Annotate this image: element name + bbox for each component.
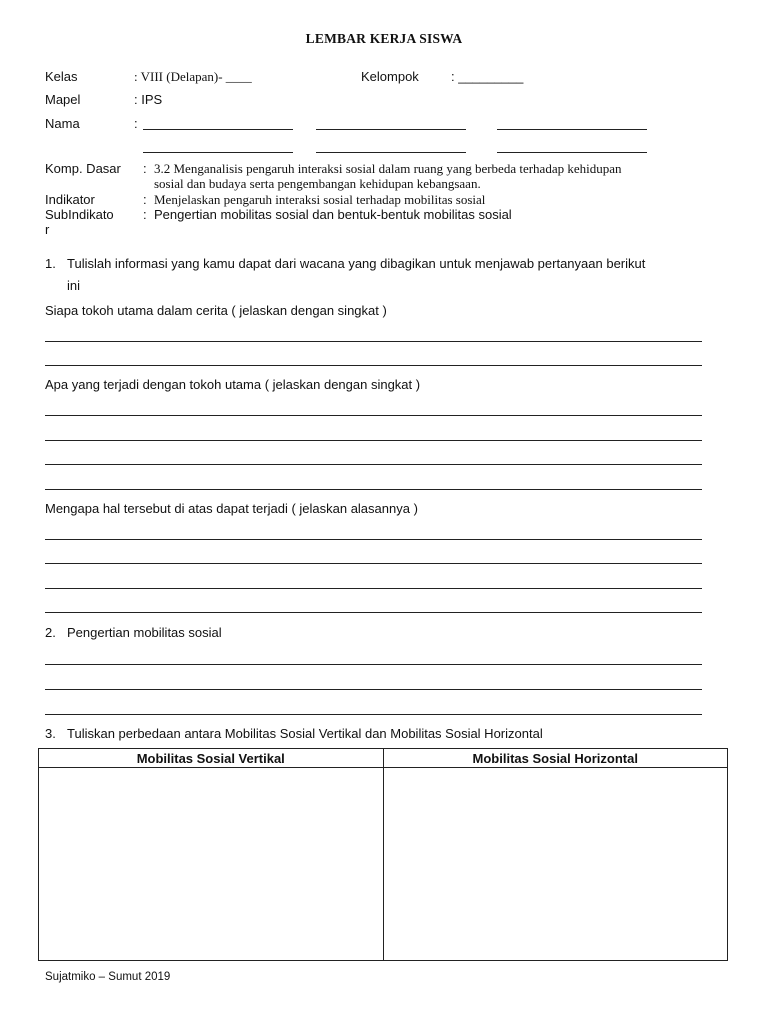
col-vertical-header: Mobilitas Sosial Vertikal — [39, 749, 384, 768]
nama-blank-1 — [143, 129, 293, 130]
answer-line[interactable] — [45, 440, 702, 441]
mobility-comparison-table — [38, 748, 728, 961]
q3-number: 3. — [45, 726, 56, 741]
subindikator-label-1: SubIndikato — [45, 207, 114, 222]
q1-text-2: ini — [67, 278, 81, 293]
answer-line[interactable] — [45, 365, 702, 366]
col-horizontal-header: Mobilitas Sosial Horizontal — [383, 749, 728, 768]
nama-blank-2 — [316, 129, 466, 130]
q1c-prompt: Mengapa hal tersebut di atas dapat terjadi ( jelaskan alasannya ) — [45, 501, 418, 516]
vertical-answer-cell[interactable] — [39, 768, 384, 961]
answer-line[interactable] — [45, 539, 702, 540]
subindikator-colon: : — [143, 207, 147, 222]
answer-line[interactable] — [45, 612, 702, 613]
mapel-value: : IPS — [134, 92, 163, 107]
q3-text: Tuliskan perbedaan antara Mobilitas Sosial Vertikal dan Mobilitas Sosial Horizontal — [67, 726, 543, 741]
worksheet-title: LEMBAR KERJA SISWA — [305, 31, 463, 46]
horizontal-answer-cell[interactable] — [383, 768, 728, 961]
q1b-prompt: Apa yang terjadi dengan tokoh utama ( jelaskan dengan singkat ) — [45, 377, 421, 392]
q2-text: Pengertian mobilitas sosial — [67, 625, 222, 640]
kelompok-value: : _________ — [451, 69, 524, 84]
answer-line[interactable] — [45, 563, 702, 564]
answer-line[interactable] — [45, 464, 702, 465]
indikator-colon: : — [143, 192, 147, 207]
nama-blank-4 — [143, 152, 293, 153]
komp-dasar-label: Komp. Dasar — [45, 161, 121, 176]
nama-label: Nama — [45, 116, 80, 131]
subindikator-text: Pengertian mobilitas sosial dan bentuk-bentuk mobilitas sosial — [154, 207, 512, 222]
q1-text-1: Tulislah informasi yang kamu dapat dari wacana yang dibagikan untuk menjawab pertanyaan berikut — [67, 256, 646, 271]
q1-number: 1. — [45, 256, 56, 271]
kelompok-label: Kelompok — [361, 69, 419, 84]
komp-dasar-colon: : — [143, 161, 147, 176]
kelas-label: Kelas — [45, 69, 78, 84]
q1a-prompt: Siapa tokoh utama dalam cerita ( jelaskan dengan singkat ) — [45, 303, 387, 318]
answer-line[interactable] — [45, 714, 702, 715]
indikator-text: Menjelaskan pengaruh interaksi sosial terhadap mobilitas sosial — [154, 192, 486, 207]
answer-line[interactable] — [45, 588, 702, 589]
nama-blank-3 — [497, 129, 647, 130]
subindikator-label-2: r — [45, 222, 50, 237]
kelas-value: : VIII (Delapan)- ____ — [134, 69, 252, 84]
q2-number: 2. — [45, 625, 56, 640]
answer-line[interactable] — [45, 664, 702, 665]
answer-line[interactable] — [45, 341, 702, 342]
nama-blank-6 — [497, 152, 647, 153]
mapel-label: Mapel — [45, 92, 81, 107]
nama-blank-5 — [316, 152, 466, 153]
answer-line[interactable] — [45, 689, 702, 690]
footer-credit: Sujatmiko – Sumut 2019 — [45, 971, 171, 983]
nama-colon: : — [134, 116, 138, 131]
indikator-label: Indikator — [45, 192, 95, 207]
komp-dasar-text-2: sosial dan budaya serta pengembangan kehidupan kebangsaan. — [154, 176, 481, 191]
answer-line[interactable] — [45, 415, 702, 416]
komp-dasar-text-1: 3.2 Menganalisis pengaruh interaksi sosial dalam ruang yang berbeda terhadap kehidupan — [154, 161, 622, 176]
answer-line[interactable] — [45, 489, 702, 490]
